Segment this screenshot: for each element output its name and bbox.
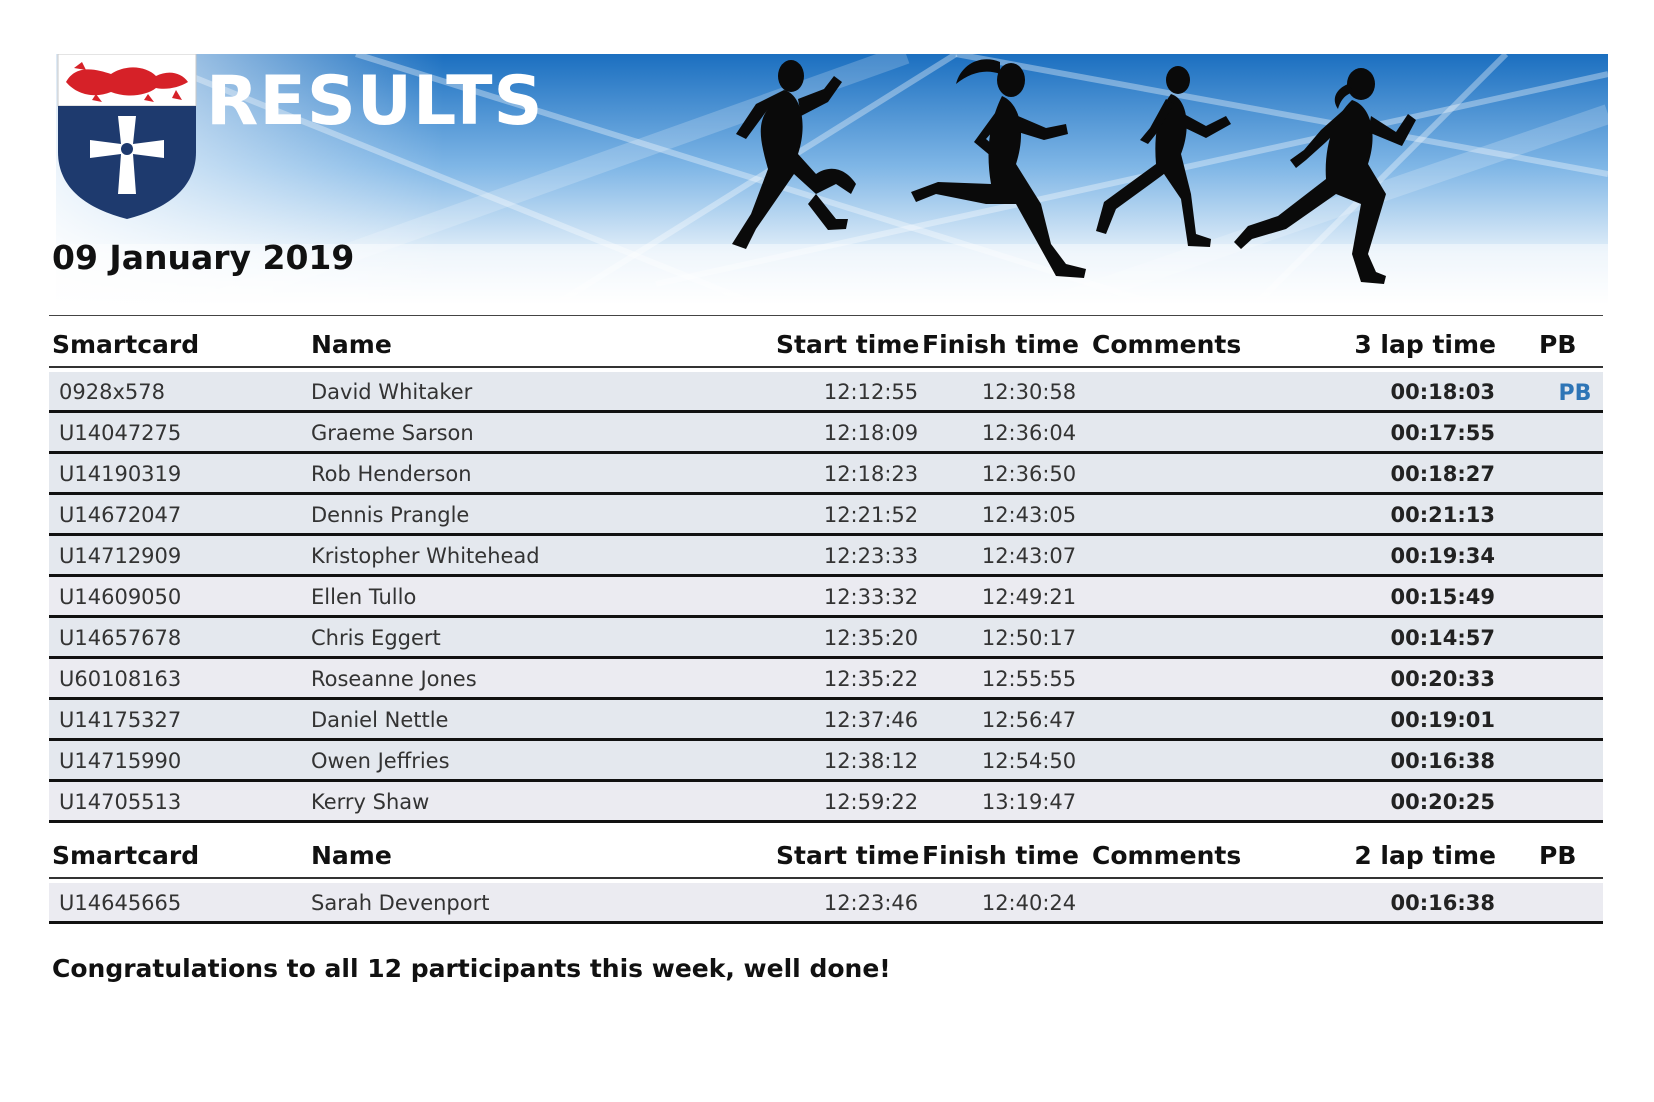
divider [49, 315, 1603, 316]
smartcard-cell: U14645665 [59, 891, 182, 915]
header-start-time: Start time [776, 841, 920, 870]
table-row [49, 741, 1603, 782]
smartcard-cell: U14715990 [59, 749, 182, 773]
start-time-cell: 12:35:20 [823, 626, 919, 650]
finish-time-cell: 12:54:50 [981, 749, 1077, 773]
header-name: Name [311, 841, 392, 870]
smartcard-cell: U60108163 [59, 667, 182, 691]
table-header [49, 839, 1603, 879]
finish-time-cell: 12:43:05 [981, 503, 1077, 527]
results-table-3-lap [49, 328, 1603, 823]
lap-time-cell: 00:14:57 [1390, 626, 1495, 650]
table-row [49, 372, 1603, 413]
name-cell: Sarah Devenport [311, 891, 490, 915]
smartcard-cell: U14175327 [59, 708, 182, 732]
finish-time-cell: 12:56:47 [981, 708, 1077, 732]
table-row [49, 618, 1603, 659]
lap-time-cell: 00:21:13 [1390, 503, 1495, 527]
name-cell: Graeme Sarson [311, 421, 474, 445]
lap-time-cell: 00:18:27 [1390, 462, 1495, 486]
table-row [49, 659, 1603, 700]
name-cell: David Whitaker [311, 380, 473, 404]
smartcard-cell: U14672047 [59, 503, 182, 527]
start-time-cell: 12:38:12 [823, 749, 919, 773]
lap-time-cell: 00:15:49 [1390, 585, 1495, 609]
lap-time-cell: 00:16:38 [1390, 891, 1495, 915]
lap-time-cell: 00:20:33 [1390, 667, 1495, 691]
start-time-cell: 12:21:52 [823, 503, 919, 527]
congratulations-message: Congratulations to all 12 participants this week, well done! [52, 954, 891, 983]
start-time-cell: 12:37:46 [823, 708, 919, 732]
smartcard-cell: U14657678 [59, 626, 182, 650]
finish-time-cell: 12:43:07 [981, 544, 1077, 568]
table-row [49, 782, 1603, 823]
event-date: 09 January 2019 [52, 238, 355, 277]
table-row [49, 495, 1603, 536]
header-name: Name [311, 330, 392, 359]
pb-badge: PB [1558, 381, 1592, 406]
name-cell: Roseanne Jones [311, 667, 477, 691]
table-row [49, 413, 1603, 454]
lap-time-cell: 00:16:38 [1390, 749, 1495, 773]
header-comments: Comments [1092, 330, 1242, 359]
finish-time-cell: 12:50:17 [981, 626, 1077, 650]
lap-time-cell: 00:20:25 [1390, 790, 1495, 814]
smartcard-cell: U14190319 [59, 462, 182, 486]
start-time-cell: 12:18:09 [823, 421, 919, 445]
header-comments: Comments [1092, 841, 1242, 870]
smartcard-cell: U14705513 [59, 790, 182, 814]
header-finish-time: Finish time [922, 841, 1079, 870]
name-cell: Kristopher Whitehead [311, 544, 540, 568]
table-row [49, 577, 1603, 618]
smartcard-cell: U14712909 [59, 544, 182, 568]
name-cell: Dennis Prangle [311, 503, 470, 527]
header-smartcard: Smartcard [52, 330, 200, 359]
lap-time-cell: 00:18:03 [1390, 380, 1495, 404]
start-time-cell: 12:59:22 [823, 790, 919, 814]
table-row [49, 454, 1603, 495]
header-pb: PB [1539, 841, 1577, 870]
name-cell: Kerry Shaw [311, 790, 430, 814]
name-cell: Owen Jeffries [311, 749, 450, 773]
smartcard-cell: U14047275 [59, 421, 182, 445]
start-time-cell: 12:23:46 [823, 891, 919, 915]
header-start-time: Start time [776, 330, 920, 359]
start-time-cell: 12:33:32 [823, 585, 919, 609]
start-time-cell: 12:18:23 [823, 462, 919, 486]
finish-time-cell: 12:30:58 [981, 380, 1077, 404]
start-time-cell: 12:35:22 [823, 667, 919, 691]
university-crest-icon [56, 54, 198, 219]
start-time-cell: 12:23:33 [823, 544, 919, 568]
finish-time-cell: 12:49:21 [981, 585, 1077, 609]
finish-time-cell: 13:19:47 [981, 790, 1077, 814]
table-header [49, 328, 1603, 368]
smartcard-cell: 0928x578 [59, 380, 165, 404]
name-cell: Rob Henderson [311, 462, 472, 486]
table-row [49, 883, 1603, 924]
name-cell: Daniel Nettle [311, 708, 449, 732]
finish-time-cell: 12:55:55 [981, 667, 1077, 691]
lap-time-cell: 00:19:01 [1390, 708, 1495, 732]
table-row [49, 700, 1603, 741]
header-smartcard: Smartcard [52, 841, 200, 870]
finish-time-cell: 12:40:24 [981, 891, 1077, 915]
smartcard-cell: U14609050 [59, 585, 182, 609]
finish-time-cell: 12:36:04 [981, 421, 1077, 445]
lap-time-cell: 00:17:55 [1390, 421, 1495, 445]
header-lap-time: 3 lap time [1354, 330, 1496, 359]
finish-time-cell: 12:36:50 [981, 462, 1077, 486]
page-title: RESULTS [206, 62, 544, 141]
header-pb: PB [1539, 330, 1577, 359]
header-lap-time: 2 lap time [1354, 841, 1496, 870]
name-cell: Ellen Tullo [311, 585, 417, 609]
results-table-2-lap [49, 839, 1603, 924]
table-row [49, 536, 1603, 577]
name-cell: Chris Eggert [311, 626, 441, 650]
start-time-cell: 12:12:55 [823, 380, 919, 404]
lap-time-cell: 00:19:34 [1390, 544, 1495, 568]
header-finish-time: Finish time [922, 330, 1079, 359]
